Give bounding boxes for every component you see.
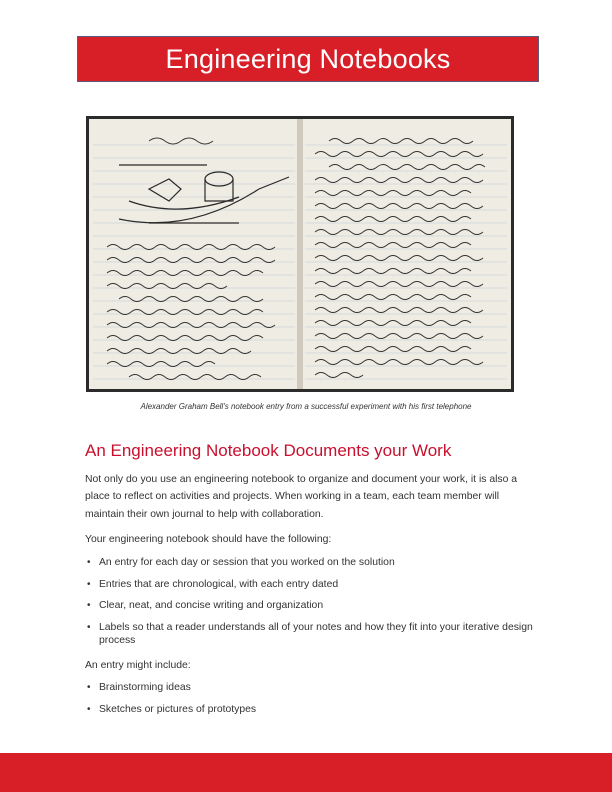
- list-item: • Labels so that a reader understands all of your notes and how they fit into your iterative design process: [85, 621, 535, 647]
- section-heading: An Engineering Notebook Documents your Work: [85, 441, 452, 460]
- list-item: • Clear, neat, and concise writing and organization: [85, 599, 535, 612]
- entry-list: [85, 681, 535, 724]
- figure-caption: Alexander Graham Bell's notebook entry from a successful experiment with his first telephone: [140, 402, 472, 411]
- list-item: • An entry for each day or session that you worked on the solution: [85, 556, 535, 569]
- list-item: • Sketches or pictures of prototypes: [85, 703, 535, 716]
- page-title: Engineering Notebooks: [165, 43, 451, 74]
- should-have-label: Your engineering notebook should have the following:: [85, 534, 332, 545]
- notebook-illustration: [89, 119, 511, 389]
- list-item: • Entries that are chronological, with each entry dated: [85, 578, 535, 591]
- list-item: • Brainstorming ideas: [85, 681, 535, 694]
- footer-bar: [0, 753, 612, 792]
- intro-paragraph: Not only do you use an engineering notebook to organize and document your work, it is also a place to reflect on activities and projects. When working in a team, each team member will maintain their own journal to help with collaboration.: [85, 474, 518, 520]
- entry-label: An entry might include:: [85, 660, 191, 671]
- notebook-photo: [86, 116, 514, 392]
- should-have-list: [85, 556, 535, 655]
- title-banner: [77, 36, 539, 82]
- book-spine: [297, 119, 303, 389]
